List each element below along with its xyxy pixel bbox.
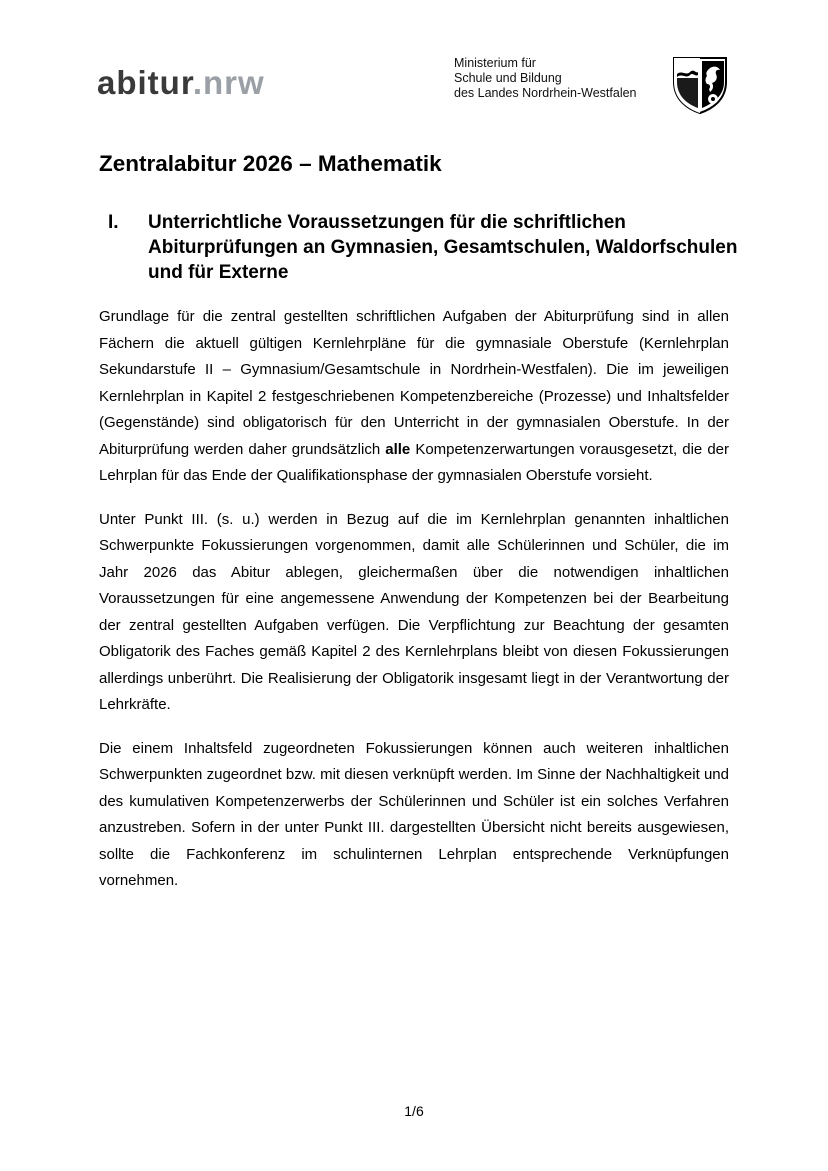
- paragraph-1-emphasis: alle: [385, 440, 411, 458]
- paragraph-2: Unter Punkt III. (s. u.) werden in Bezug auf die im Kernlehrplan genannten inhaltlichen Schwerpunkte Fokussierungen vorgenommen, damit alle Schülerinnen und Schüler, die im Jahr 2026 das Abitur ablegen, gleichermaßen über die notwendigen inhaltlichen Voraussetzungen für eine angemessene Anwendung der Kompetenzen bei der Bearbeitung der zentral gestellten Aufgaben verfügen. Die Verpflichtung zur Beachtung der gesamten Obligatorik des Faches gemäß Kapitel 2 des Kernlehrplans bleibt von diesen Fokussierungen allerdings unberührt. Die Realisierung der Obligatorik insgesamt liegt in der Verantwortung der Lehrkräfte.: [99, 510, 729, 713]
- paragraph-1-part-1: Grundlage für die zentral gestellten schriftlichen Aufgaben der Abiturprüfung sind in allen Fächern die aktuell gültigen Kernlehrpläne für die gymnasiale Oberstufe (Kernlehrplan Sekundarstufe II – Gymnasium/Gesamtschule in Nordrhein-Westfalen). Die im jeweiligen Kernlehrplan in Kapitel 2 festgeschriebenen Kompetenzbereiche (Prozesse) und Inhaltsfelder (Gegenstände) sind obligatorisch für den Unterricht in der gymnasialen Oberstufe. In der Abiturprüfung werden daher grundsätzlich: [99, 308, 729, 458]
- body-text: [99, 304, 729, 912]
- ministry-line-2: Schule und Bildung: [454, 71, 562, 85]
- logo-word-nrw: .nrw: [192, 64, 265, 101]
- ministry-line-1: Ministerium für: [454, 56, 536, 70]
- logo-word-abitur: abitur: [97, 64, 193, 101]
- page-title: Zentralabitur 2026 – Mathematik: [99, 151, 442, 176]
- nrw-coat-of-arms-icon: [672, 56, 728, 114]
- paragraph-3: Die einem Inhaltsfeld zugeordneten Fokussierungen können auch weiteren inhaltlichen Schwerpunkten zugeordnet bzw. mit diesen verknüpft werden. Im Sinne der Nachhaltigkeit und des kumulativen Kompetenzerwerbs der Schülerinnen und Schüler ist ein solches Verfahren anzustreben. Sofern in der unter Punkt III. dargestellten Übersicht nicht bereits ausgewiesen, sollte die Fachkonferenz im schulinternen Lehrplan entsprechende Verknüpfungen vornehmen.: [99, 739, 729, 889]
- ministry-line-3: des Landes Nordrhein-Westfalen: [454, 86, 637, 100]
- page-number: 1/6: [404, 1103, 424, 1119]
- paragraph-1: [99, 304, 729, 490]
- abitur-nrw-logo: [97, 66, 265, 99]
- paragraph-1-part-2: Kompetenzerwartungen vorausgesetzt, die der Lehrplan für das Ende der Qualifikationsphase der gymnasialen Oberstufe vorsieht.: [99, 440, 730, 484]
- section-heading-text: Unterrichtliche Voraussetzungen für die schriftlichen Abiturprüfungen an Gymnasien, Gesamtschulen, Waldorfschulen und für Externe: [148, 212, 738, 283]
- section-number: I.: [108, 212, 119, 233]
- ministry-name: [454, 56, 637, 101]
